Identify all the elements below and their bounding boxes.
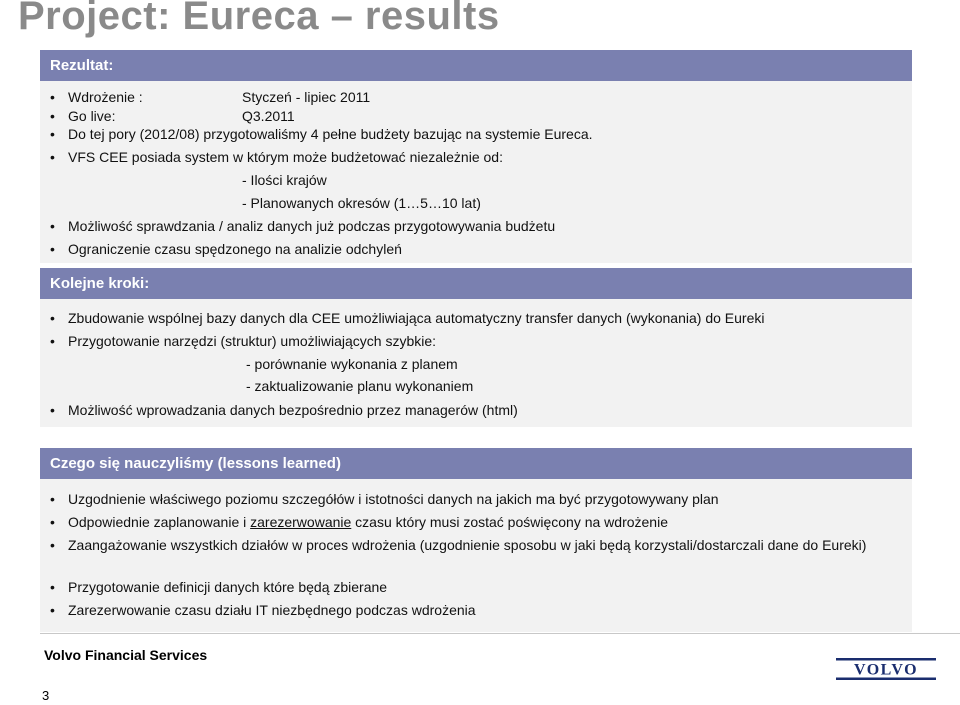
list-item-value: Styczeń - lipiec 2011 bbox=[242, 89, 371, 105]
sub-item: - porównanie wykonania z planem bbox=[246, 356, 458, 372]
list-item: • VFS CEE posiada system w którym może budżetować niezależnie od: bbox=[68, 148, 503, 166]
volvo-logo bbox=[836, 658, 936, 680]
list-item bbox=[68, 513, 668, 531]
page-number: 3 bbox=[42, 688, 50, 703]
list-item: • Przygotowanie narzędzi (struktur) umożliwiających szybkie: bbox=[68, 332, 436, 350]
list-item-text: Odpowiednie zaplanowanie i bbox=[68, 514, 251, 530]
footer-divider bbox=[40, 633, 960, 634]
section-kolejne-kroki-heading: Kolejne kroki: bbox=[40, 268, 912, 299]
list-item-label: Go live: bbox=[68, 108, 116, 124]
sub-item: - Planowanych okresów (1…5…10 lat) bbox=[242, 195, 481, 211]
sub-item: - zaktualizowanie planu wykonaniem bbox=[246, 378, 474, 394]
list-item: • Przygotowanie definicji danych które będą zbierane bbox=[68, 578, 387, 596]
list-item: • Zbudowanie wspólnej bazy danych dla CEE umożliwiająca automatyczny transfer danych (wykonania) do Eureki bbox=[68, 309, 764, 327]
section-rezultat bbox=[40, 50, 912, 263]
list-item: • Ograniczenie czasu spędzonego na analizie odchyleń bbox=[68, 240, 402, 258]
list-item: • Uzgodnienie właściwego poziomu szczegółów i istotności danych na jakich ma być przygotowywany plan bbox=[68, 490, 719, 508]
list-item: • Zarezerwowanie czasu działu IT niezbędnego podczas wdrożenia bbox=[68, 601, 476, 619]
footer-company-name: Volvo Financial Services bbox=[44, 647, 208, 663]
section-lessons-learned bbox=[40, 448, 912, 632]
list-item bbox=[68, 107, 115, 125]
sub-item: - Ilości krajów bbox=[242, 172, 327, 188]
list-item-value: Q3.2011 bbox=[242, 108, 295, 124]
list-item: • Możliwość sprawdzania / analiz danych już podczas przygotowywania budżetu bbox=[68, 217, 555, 235]
list-item: • Do tej pory (2012/08) przygotowaliśmy 4 pełne budżety bazując na systemie Eureca. bbox=[68, 125, 593, 143]
list-item bbox=[68, 88, 143, 106]
section-lessons-learned-body bbox=[40, 479, 912, 632]
section-lessons-learned-heading: Czego się nauczyliśmy (lessons learned) bbox=[40, 448, 912, 479]
section-rezultat-heading: Rezultat: bbox=[40, 50, 912, 81]
section-kolejne-kroki-body bbox=[40, 299, 912, 427]
list-item-label: Wdrożenie : bbox=[68, 89, 143, 105]
page-title: Project: Eureca – results bbox=[18, 0, 500, 38]
section-rezultat-body bbox=[40, 81, 912, 263]
list-item: • Zaangażowanie wszystkich działów w proces wdrożenia (uzgodnienie sposobu w jaki będą korzystali/dostarczali dane do Eureki) bbox=[68, 536, 908, 554]
logo-wordmark: VOLVO bbox=[853, 661, 919, 679]
list-item: • Możliwość wprowadzania danych bezpośrednio przez managerów (html) bbox=[68, 401, 518, 419]
list-item-text: czasu który musi zostać poświęcony na wdrożenie bbox=[351, 514, 668, 530]
section-kolejne-kroki bbox=[40, 268, 912, 427]
underlined-word: zarezerwowanie bbox=[250, 514, 352, 530]
